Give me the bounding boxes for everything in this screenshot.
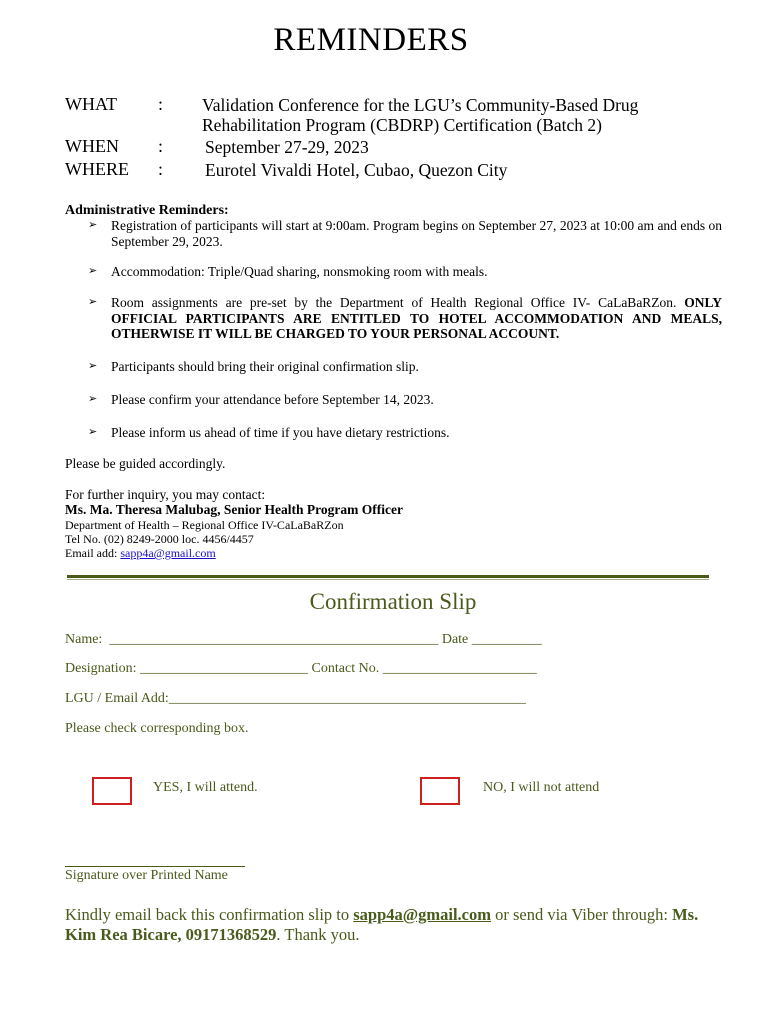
lgu-field[interactable]: ___________________________________________________: [168, 691, 526, 706]
when-colon: :: [158, 136, 164, 156]
designation-field[interactable]: ________________________: [140, 661, 309, 676]
yes-checkbox[interactable]: [92, 777, 132, 805]
reminder-item: [88, 392, 722, 408]
contact-office: Department of Health – Regional Office IV-CaLaBaRZon: [65, 518, 344, 532]
email-label: Email add:: [65, 546, 121, 560]
reminder-text: Please confirm your attendance before September 14, 2023.: [111, 392, 434, 407]
designation-row: [65, 661, 537, 677]
reminder-item: [88, 264, 722, 280]
no-checkbox[interactable]: [420, 777, 460, 805]
name-row: [65, 632, 542, 648]
where-value: Eurotel Vivaldi Hotel, Cubao, Quezon City: [205, 160, 508, 180]
reminder-item: [88, 359, 722, 375]
when-value: September 27-29, 2023: [205, 137, 369, 157]
reminder-text: Registration of participants will start at 9:00am. Program begins on September 27, 2023 at 10:00 am and ends on September 29, 2023.: [111, 218, 722, 249]
viber-contact: Ms. Kim Rea Bicare, 09171368529: [65, 905, 699, 944]
what-label: WHAT: [65, 94, 117, 114]
reminder-text: Room assignments are pre-set by the Department of Health Regional Office IV- CaLaBaRZon.: [111, 295, 677, 310]
reminder-item: [88, 218, 722, 249]
kindly-text-2: or send via Viber through:: [490, 905, 673, 924]
arrow-bullet-icon: ➢: [88, 426, 98, 438]
reminder-item: [88, 425, 722, 441]
contact-no-field[interactable]: ______________________: [382, 661, 537, 676]
name-field[interactable]: _______________________________________________: [109, 632, 439, 647]
section-divider: [67, 575, 709, 578]
page-title: REMINDERS: [273, 22, 469, 58]
where-label: WHERE: [65, 159, 129, 179]
arrow-bullet-icon: ➢: [88, 393, 98, 405]
lgu-row: [65, 691, 526, 707]
contact-intro: For further inquiry, you may contact:: [65, 487, 266, 502]
reminder-text: Accommodation: Triple/Quad sharing, nonsmoking room with meals.: [111, 264, 488, 279]
reminder-item: [88, 295, 722, 342]
kindly-text-1: Kindly email back this confirmation slip to: [65, 905, 354, 924]
return-instructions: [65, 905, 705, 945]
guided-note: Please be guided accordingly.: [65, 456, 226, 471]
return-email-link[interactable]: sapp4a@gmail.com: [353, 905, 491, 924]
arrow-bullet-icon: ➢: [88, 360, 98, 372]
arrow-bullet-icon: ➢: [88, 265, 98, 277]
contact-tel: Tel No. (02) 8249-2000 loc. 4456/4457: [65, 532, 254, 546]
reminder-text: Please inform us ahead of time if you have dietary restrictions.: [111, 425, 450, 440]
reminder-text: Participants should bring their original confirmation slip.: [111, 359, 419, 374]
kindly-text-3: . Thank you.: [276, 925, 360, 944]
signature-line[interactable]: [65, 866, 245, 867]
what-colon: :: [158, 94, 164, 114]
designation-label: Designation:: [65, 661, 141, 676]
name-label: Name:: [65, 632, 110, 647]
no-label: NO, I will not attend: [483, 780, 600, 795]
email-link[interactable]: sapp4a@gmail.com: [120, 546, 216, 560]
arrow-bullet-icon: ➢: [88, 296, 98, 308]
contact-email: [65, 546, 216, 561]
contact-no-label: Contact No.: [308, 661, 383, 676]
when-label: WHEN: [65, 136, 119, 156]
lgu-label: LGU / Email Add:: [65, 691, 169, 706]
signature-label: Signature over Printed Name: [65, 868, 228, 883]
admin-heading: Administrative Reminders:: [65, 203, 229, 218]
what-value-line1: Validation Conference for the LGU’s Community-Based Drug: [202, 95, 639, 115]
slip-heading: Confirmation Slip: [309, 589, 477, 614]
contact-name: Ms. Ma. Theresa Malubag, Senior Health Program Officer: [65, 502, 403, 517]
date-label: Date: [438, 632, 472, 647]
where-colon: :: [158, 159, 164, 179]
date-field[interactable]: __________: [471, 632, 542, 647]
check-prompt: Please check corresponding box.: [65, 721, 249, 736]
what-value-line2: Rehabilitation Program (CBDRP) Certification (Batch 2): [202, 115, 602, 135]
reminder-warning: ONLY OFFICIAL PARTICIPANTS ARE ENTITLED TO HOTEL ACCOMMODATION AND MEALS, OTHERWISE IT WILL BE CHARGED TO YOUR PERSONAL ACCOUNT.: [111, 295, 722, 341]
section-divider-shadow: [67, 579, 709, 580]
yes-label: YES, I will attend.: [153, 780, 258, 795]
arrow-bullet-icon: ➢: [88, 219, 98, 231]
